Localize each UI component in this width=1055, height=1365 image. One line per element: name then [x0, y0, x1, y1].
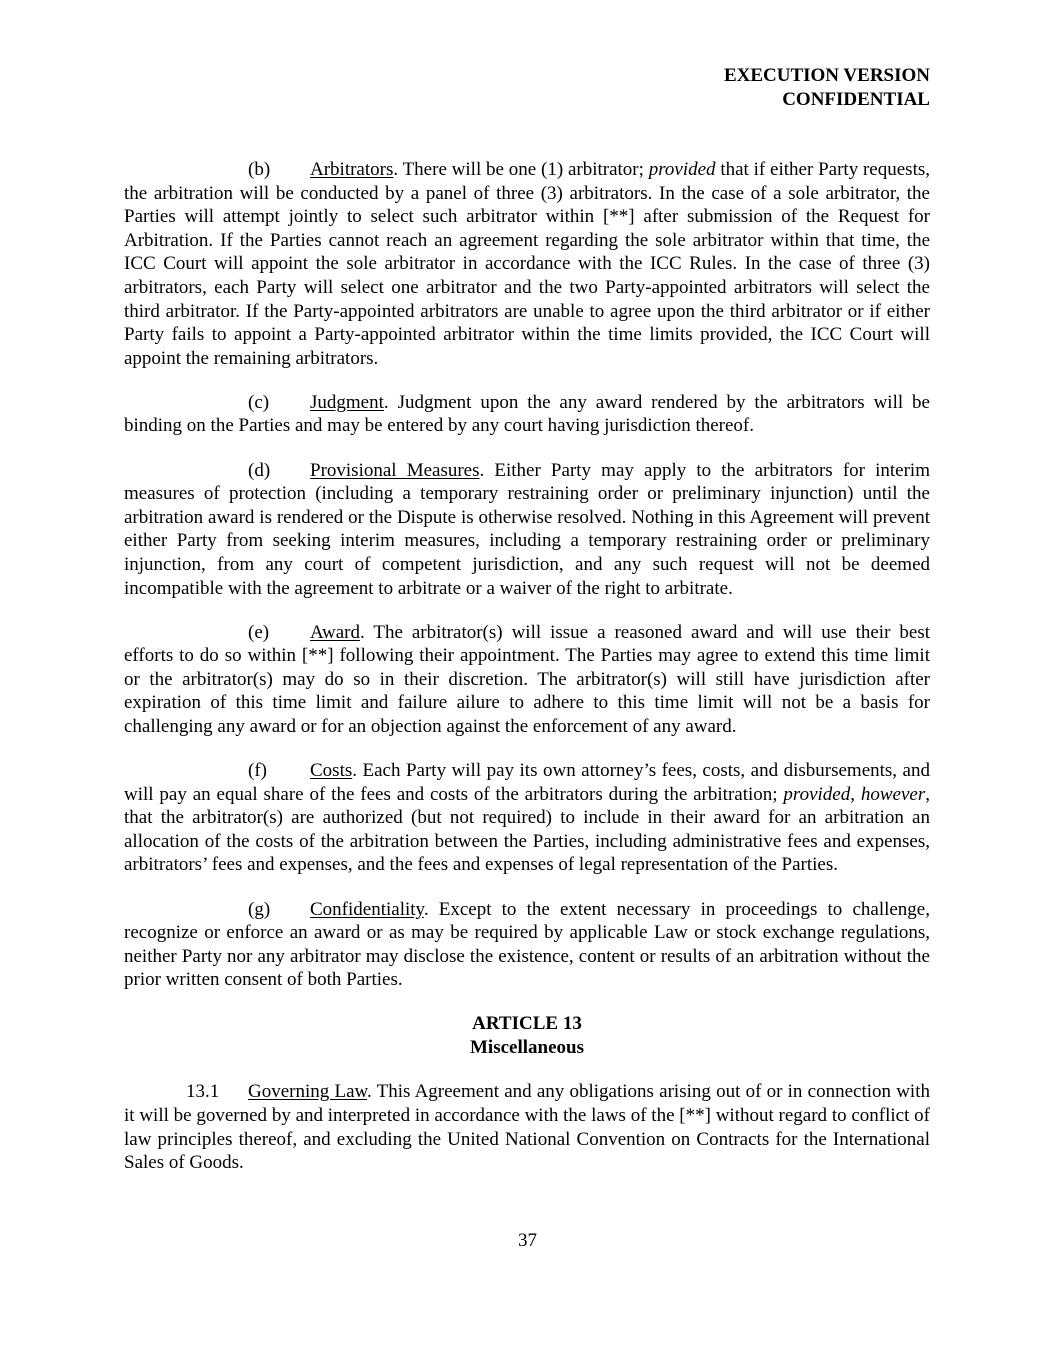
- confidential-label: CONFIDENTIAL: [782, 89, 930, 110]
- paragraph-text: that if either Party requests, the arbitration will be conducted by a panel of three (3) arbitrators. In the case of a sole arbitrator, the Parties will attempt jointly to select such arbitrator within [**] after submission of the Request for Arbitration. If the Parties cannot reach an agreement regarding the sole arbitrator within that time, the ICC Court will appoint the sole arbitrator in accordance with the ICC Rules. In the case of three (3) arbitrators, each Party will select one arbitrator and the two Party-appointed arbitrators will select the third arbitrator. If the Party-appointed arbitrators are unable to agree upon the third arbitrator or if either Party fails to appoint a Party-appointed arbitrator within the time limits provided, the ICC Court will appoint the remaining arbitrators.: [124, 159, 930, 369]
- emphasis-however: however: [860, 783, 926, 805]
- paragraph-text: . Except to the extent necessary in proceedings to challenge, recognize or enforce an award or as may be required by applicable Law or stock exchange regulations, neither Party nor any arbitrator may disclose the existence, content or results of an arbitration without the prior written consent of both Parties.: [124, 898, 930, 991]
- emphasis-provided: provided: [648, 159, 716, 180]
- paragraph-e-award: [124, 621, 930, 739]
- paragraph-number: (g): [248, 898, 271, 920]
- paragraph-text: ,: [850, 783, 861, 805]
- emphasis-provided: provided: [783, 783, 851, 805]
- section-title: Governing Law: [248, 1081, 368, 1103]
- paragraph-text: . Judgment upon the any award rendered by the arbitrators will be binding on the Parties and may be entered by any court having jurisdiction thereof.: [124, 391, 930, 437]
- paragraph-text: , that the arbitrator(s) are authorized (but not required) to include in their award for an arbitration an allocation of the costs of the arbitration between the Parties, including administrative fees and expenses, arbitrators’ fees and expenses, and the fees and expenses of legal representation of the Parties.: [124, 783, 930, 876]
- section-number: 13.1: [186, 1081, 220, 1103]
- paragraph-number: (f): [248, 760, 267, 782]
- page-number: 37: [518, 1230, 537, 1251]
- article-heading: [124, 1012, 930, 1060]
- paragraph-c-judgment: [124, 391, 930, 438]
- document-body: [124, 158, 930, 1195]
- paragraph-number: (d): [248, 459, 271, 481]
- article-title: Miscellaneous: [470, 1037, 584, 1059]
- paragraph-title: Costs: [310, 760, 353, 782]
- section-text: . This Agreement and any obligations arising out of or in connection with it will be governed by and interpreted in accordance with the laws of the [**] without regard to conflict of law principles thereof, and excluding the United National Convention on Contracts for the International Sales of Goods.: [124, 1081, 930, 1174]
- paragraph-title: Arbitrators: [310, 159, 394, 180]
- paragraph-d-provisional-measures: [124, 459, 930, 601]
- paragraph-number: (c): [248, 391, 270, 413]
- paragraph-f-costs: [124, 759, 930, 877]
- paragraph-number: (e): [248, 621, 270, 643]
- paragraph-title: Award: [310, 621, 360, 643]
- paragraph-text: . The arbitrator(s) will issue a reasoned award and will use their best efforts to do so within [**] following their appointment. The Parties may agree to extend this time limit or the arbitrator(s) may do so in their discretion. The arbitrator(s) will still have jurisdiction after expiration of this time limit and failure ailure to adhere to this time limit will not be a basis for challenging any award or for an objection against the enforcement of any award.: [124, 621, 930, 737]
- paragraph-text: . Each Party will pay its own attorney’s fees, costs, and disbursements, and will pay an equal share of the fees and costs of the arbitrators during the arbitration;: [124, 760, 930, 805]
- paragraph-title: Confidentiality: [310, 898, 424, 920]
- section-13-1-governing-law: [124, 1080, 930, 1174]
- article-number: ARTICLE 13: [472, 1013, 582, 1035]
- paragraph-text: . There will be one (1) arbitrator;: [393, 159, 649, 180]
- paragraph-title: Judgment: [310, 391, 384, 413]
- document-header: [724, 64, 930, 112]
- paragraph-title: Provisional Measures: [310, 459, 480, 481]
- paragraph-number: (b): [248, 159, 271, 180]
- paragraph-b-arbitrators: [124, 158, 930, 370]
- paragraph-g-confidentiality: [124, 898, 930, 992]
- paragraph-text: . Either Party may apply to the arbitrators for interim measures of protection (including a temporary restraining order or preliminary injunction) until the arbitration award is rendered or the Dispute is otherwise resolved. Nothing in this Agreement will prevent either Party from seeking interim measures, including a temporary restraining order or preliminary injunction, from any court of competent jurisdiction, and any such request will not be deemed incompatible with the agreement to arbitrate or a waiver of the right to arbitrate.: [124, 459, 930, 599]
- execution-version-label: EXECUTION VERSION: [723, 65, 930, 86]
